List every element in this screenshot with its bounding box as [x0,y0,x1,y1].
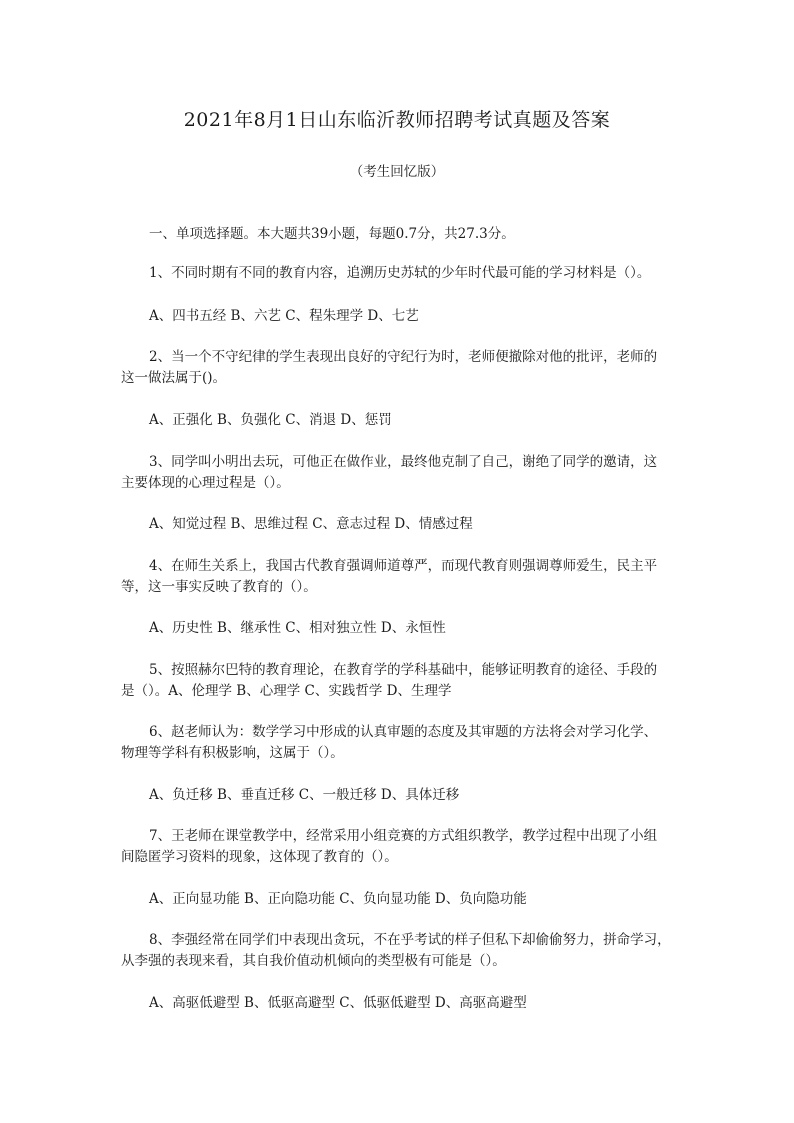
question-4-text: 4、在师生关系上，我国古代教育强调师道尊严，而现代教育则强调尊师爱生，民主平 [149,558,658,574]
question-2-text-cont: 这一做法属于()。 [121,370,227,386]
question-8-options: A、高驱低避型 B、低驱高避型 C、低驱低避型 D、高驱高避型 [149,995,527,1011]
question-2-options: A、正强化 B、负强化 C、消退 D、惩罚 [149,412,392,428]
document-subtitle: （考生回忆版） [349,164,445,180]
question-3-text-cont: 主要体现的心理过程是（）。 [121,475,290,491]
document-title: 2021年8月1日山东临沂教师招聘考试真题及答案 [183,109,611,131]
question-7-text: 7、王老师在课堂教学中，经常采用小组竞赛的方式组织教学，教学过程中出现了小组 [149,828,658,844]
question-2-text: 2、当一个不守纪律的学生表现出良好的守纪行为时，老师便撤除对他的批评，老师的 [149,349,658,365]
question-4-options: A、历史性 B、继承性 C、相对独立性 D、永恒性 [149,620,446,636]
question-4-text-cont: 等，这一事实反映了教育的（）。 [121,579,317,595]
question-7-text-cont: 间隐匿学习资料的现象，这体现了教育的（）。 [121,849,398,865]
section-heading: 一、单项选择题。本大题共39小题，每题0.7分，共27.3分。 [149,226,515,242]
question-8-text-cont: 从李强的表现来看，其自我价值动机倾向的类型极有可能是（）。 [121,953,506,969]
question-5-text: 5、按照赫尔巴特的教育理论，在教育学的学科基础中，能够证明教育的途径、手段的 [149,662,658,678]
question-5-text-cont: 是（）。A、伦理学 B、心理学 C、实践哲学 D、生理学 [121,683,452,699]
question-6-text: 6、赵老师认为：数学学习中形成的认真审题的态度及其审题的方法将会对学习化学、 [149,724,658,740]
question-3-text: 3、同学叫小明出去玩，可他正在做作业，最终他克制了自己，谢绝了同学的邀请，这 [149,454,658,470]
question-8-text: 8、李强经常在同学们中表现出贪玩，不在乎考试的样子但私下却偷偷努力，拼命学习， [149,932,671,948]
question-1-options: A、四书五经 B、六艺 C、程朱理学 D、七艺 [149,308,419,324]
question-7-options: A、正向显功能 B、正向隐功能 C、负向显功能 D、负向隐功能 [149,891,527,907]
question-6-text-cont: 物理等学科有积极影响，这属于（）。 [121,745,344,761]
question-1-text: 1、不同时期有不同的教育内容，追溯历史苏轼的少年时代最可能的学习材料是（）。 [149,265,651,281]
question-3-options: A、知觉过程 B、思维过程 C、意志过程 D、情感过程 [149,516,473,532]
question-6-options: A、负迁移 B、垂直迁移 C、一般迁移 D、具体迁移 [149,787,460,803]
